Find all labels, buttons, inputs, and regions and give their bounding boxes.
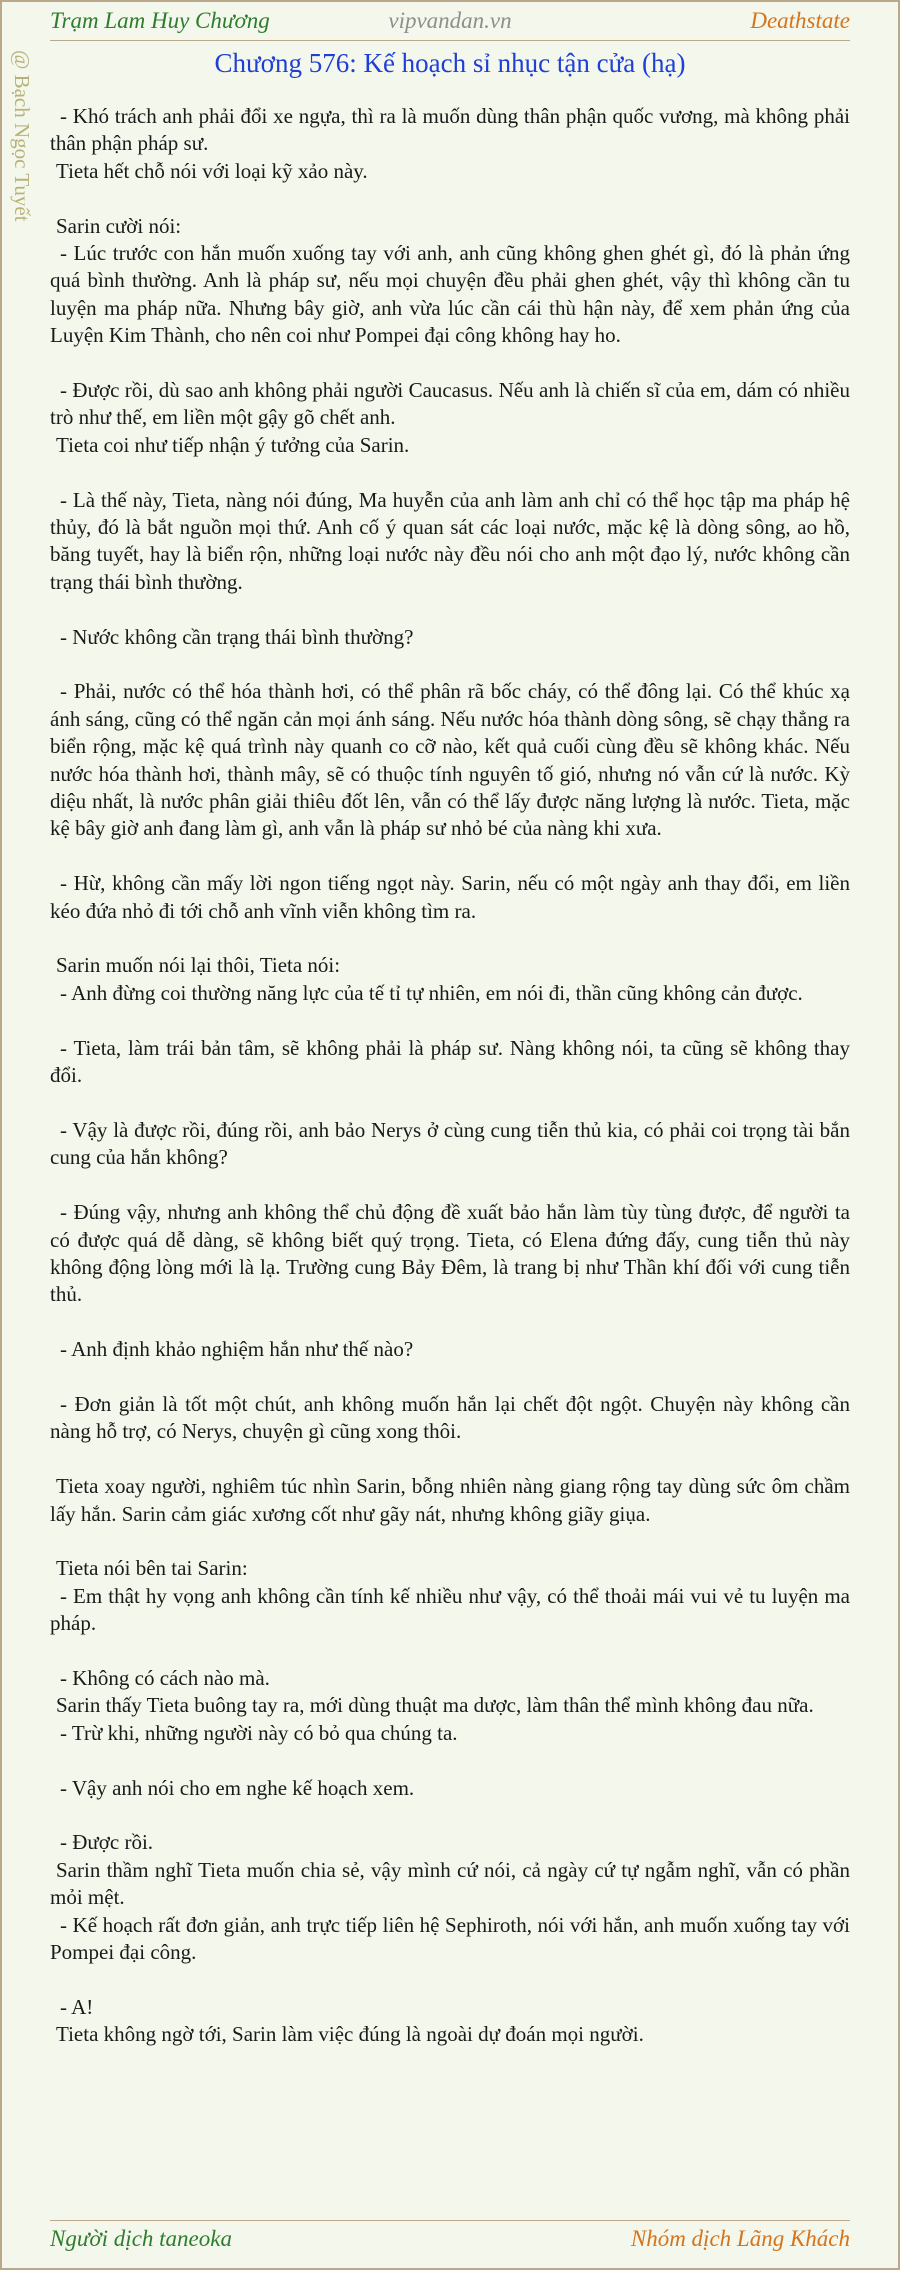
paragraph: Tieta nói bên tai Sarin: <box>56 1556 248 1581</box>
paragraph: Tieta hết chỗ nói với loại kỹ xảo này. <box>56 158 368 183</box>
paragraph: - Được rồi, dù sao anh không phải người Caucasus. Nếu anh là chiến sĩ của em, dám có nhiều trò như thế, em liền một gậy gõ chết anh. <box>50 378 850 430</box>
paragraph: - Anh đừng coi thường năng lực của tế tỉ tự nhiên, em nói đi, thần cũng không cản được. <box>60 980 803 1005</box>
paragraph: - Là thế này, Tieta, nàng nói đúng, Ma huyễn của anh làm anh chỉ có thể học tập ma pháp hệ thủy, đó là bắt nguồn mọi thứ. Anh cố ý quan sát các loại nước, mặc kệ là dòng sông, ao hồ, băng tuyết, hay là biển rộn, những loại nước này đều nói cho anh một đạo lý, nước không cần trạng thái bình thường. <box>50 487 850 594</box>
paragraph: - Trừ khi, những người này có bỏ qua chúng ta. <box>60 1720 458 1745</box>
paragraph: - Vậy là được rồi, đúng rồi, anh bảo Nerys ở cùng cung tiễn thủ kia, có phải coi trọng tài bắn cung của hắn không? <box>50 1117 850 1170</box>
paragraph: - A! <box>60 1994 94 2019</box>
paragraph-gap <box>50 843 850 870</box>
paragraph: - Khó trách anh phải đổi xe ngựa, thì ra là muốn dùng thân phận quốc vương, mà không phải thân phận pháp sư. <box>50 104 850 156</box>
paragraph-gap <box>50 459 850 486</box>
paragraph: - Nước không cần trạng thái bình thường? <box>60 624 414 649</box>
paragraph-gap <box>50 1090 850 1117</box>
paragraph: Sarin thầm nghĩ Tieta muốn chia sẻ, vậy mình cứ nói, cả ngày cứ tự ngẫm nghĩ, vẫn có phần mỏi mệt. <box>50 1857 850 1910</box>
paragraph-gap <box>50 1446 850 1473</box>
chapter-title: Chương 576: Kế hoạch sỉ nhục tận cửa (hạ) <box>214 48 686 78</box>
paragraph: - Vậy anh nói cho em nghe kế hoạch xem. <box>60 1775 415 1800</box>
paragraph-gap <box>50 651 850 678</box>
paragraph: Sarin thấy Tieta buông tay ra, mới dùng thuật ma dược, làm thân thể mình không đau nữa. <box>56 1693 814 1718</box>
paragraph: Tieta không ngờ tới, Sarin làm việc đúng là ngoài dự đoán mọi người. <box>56 2022 644 2047</box>
paragraph: - Được rồi. <box>60 1830 154 1855</box>
paragraph: - Không có cách nào mà. <box>60 1665 270 1690</box>
paragraph: Sarin cười nói: <box>56 213 182 238</box>
page-footer <box>50 2226 850 2256</box>
paragraph-gap <box>50 596 850 623</box>
chapter-body <box>50 103 850 2183</box>
paragraph-gap <box>50 1747 850 1774</box>
page-header <box>50 8 850 38</box>
paragraph: - Đúng vậy, nhưng anh không thể chủ động đề xuất bảo hắn làm tùy tùng được, để người ta có được quá dễ dàng, sẽ không biết quý trọng. Tieta, có Elena đứng đấy, cung tiễn thủ này không động lòng mới là lạ. Trường cung Bảy Đêm, là trang bị như Thần khí đối với cung tiễn thủ. <box>50 1200 850 1307</box>
header-book-title: Deathstate <box>750 8 850 33</box>
header-url: vipvandan.vn <box>388 8 512 33</box>
header-divider <box>50 40 850 41</box>
paragraph: Sarin muốn nói lại thôi, Tieta nói: <box>56 953 341 978</box>
header-site-name: Trạm Lam Huy Chương <box>50 8 270 33</box>
paragraph-gap <box>50 1966 850 1993</box>
paragraph: - Em thật hy vọng anh không cần tính kế nhiều như vậy, có thể thoải mái vui vẻ tu luyện ma pháp. <box>50 1583 850 1636</box>
paragraph: - Kế hoạch rất đơn giản, anh trực tiếp liên hệ Sephiroth, nói với hắn, anh muốn xuống tay với Pompei đại công. <box>50 1912 850 1964</box>
paragraph-gap <box>50 1364 850 1391</box>
paragraph-gap <box>50 1172 850 1199</box>
paragraph-gap <box>50 350 850 377</box>
paragraph: - Tieta, làm trái bản tâm, sẽ không phải là pháp sư. Nàng không nói, ta cũng sẽ không thay đổi. <box>50 1035 850 1088</box>
footer-translator: Người dịch taneoka <box>50 2226 232 2251</box>
paragraph: Tieta coi như tiếp nhận ý tưởng của Sarin. <box>56 432 410 457</box>
paragraph-gap <box>50 1638 850 1665</box>
paragraph: - Lúc trước con hắn muốn xuống tay với anh, anh cũng không ghen ghét gì, đó là phản ứng quá bình thường. Anh là pháp sư, nếu mọi chuyện đều phải ghen ghét, vậy thì không cần tu luyện ma pháp nữa. Nhưng bây giờ, anh vừa lúc cần cái thù hận này, để xem phản ứng của Luyện Kim Thành, cho nên coi như Pompei đại công không hay ho. <box>50 241 850 348</box>
paragraph-gap <box>50 1528 850 1555</box>
footer-divider <box>50 2220 850 2221</box>
paragraph-gap <box>50 925 850 952</box>
paragraph-gap <box>50 1802 850 1829</box>
paragraph-gap <box>50 1007 850 1034</box>
paragraph: Tieta xoay người, nghiêm túc nhìn Sarin, bỗng nhiên nàng giang rộng tay dùng sức ôm chầm lấy hắn. Sarin cảm giác xương cốt như gãy nát, nhưng không giãy giụa. <box>50 1474 850 1526</box>
paragraph-gap <box>50 1309 850 1336</box>
footer-group: Nhóm dịch Lãng Khách <box>630 2226 850 2251</box>
side-watermark: @ Bạch Ngọc Tuyết <box>10 50 34 222</box>
paragraph: - Đơn giản là tốt một chút, anh không muốn hắn lại chết đột ngột. Chuyện này không cần nàng hỗ trợ, có Nerys, chuyện gì cũng xong thôi. <box>50 1391 850 1444</box>
paragraph: - Phải, nước có thể hóa thành hơi, có thể phân rã bốc cháy, có thể đông lại. Có thể khúc xạ ánh sáng, cũng có thể ngăn cản mọi ánh sáng. Nếu nước hóa thành dòng sông, sẽ chạy thẳng ra biển rộng, mặc kệ quá trình này quanh co cỡ nào, kết quả cuối cùng đều sẽ không khác. Nếu nước hóa thành hơi, thành mây, sẽ có thuộc tính nguyên tố gió, nhưng nó vẫn cứ là nước. Kỳ diệu nhất, là nước phân giải thiêu đốt lên, vẫn có thể lấy được năng lượng là nước. Tieta, mặc kệ bây giờ anh đang làm gì, anh vẫn là pháp sư nhỏ bé của nàng khi xưa. <box>50 679 850 841</box>
paragraph: - Anh định khảo nghiệm hắn như thế nào? <box>60 1337 414 1362</box>
paragraph-gap <box>50 185 850 212</box>
paragraph: - Hừ, không cần mấy lời ngon tiếng ngọt này. Sarin, nếu có một ngày anh thay đổi, em liền kéo đứa nhỏ đi tới chỗ anh vĩnh viễn không tìm ra. <box>50 871 850 923</box>
